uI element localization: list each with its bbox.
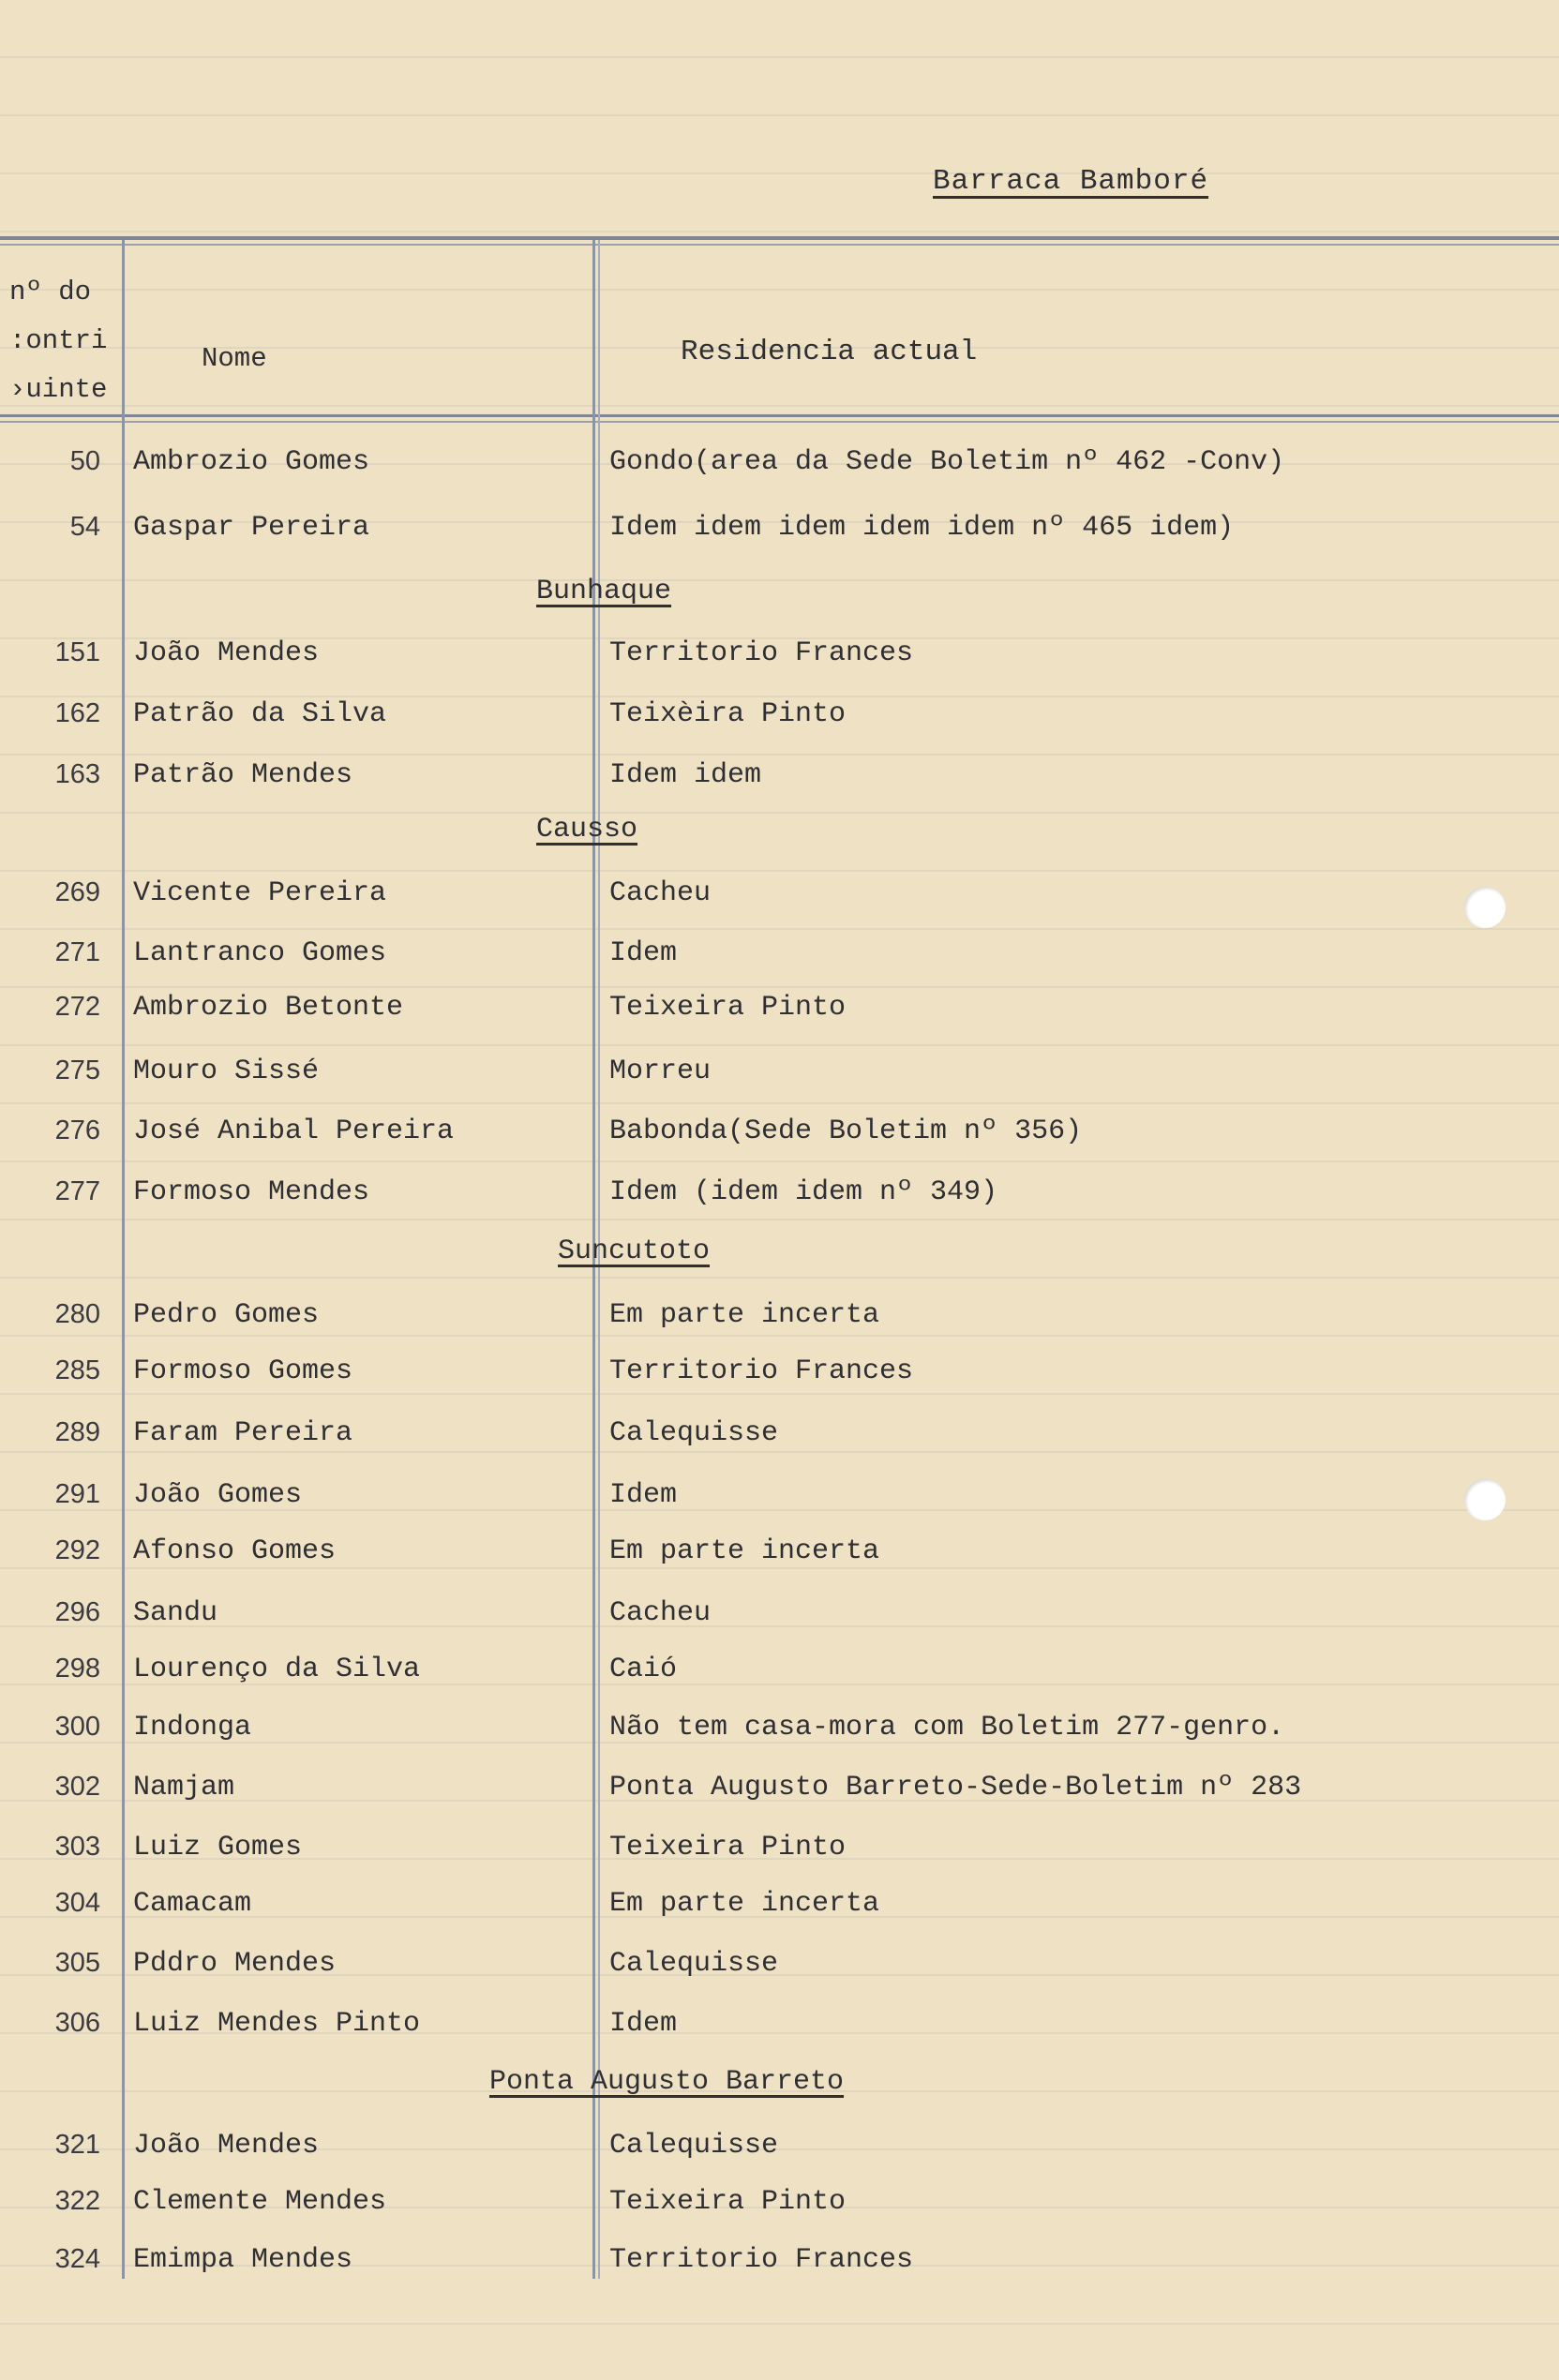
row-name: Luiz Gomes bbox=[133, 1832, 303, 1864]
row-name: Mouro Sissé bbox=[133, 1055, 320, 1087]
row-residence: Cacheu bbox=[609, 1597, 712, 1629]
row-name: Patrão da Silva bbox=[133, 698, 387, 730]
row-number: 275 bbox=[54, 1055, 100, 1085]
table-row bbox=[0, 1176, 1559, 1218]
row-name: Pedro Gomes bbox=[133, 1299, 320, 1331]
table-row bbox=[0, 2244, 1559, 2285]
row-name: Indonga bbox=[133, 1712, 252, 1744]
row-residence: Em parte incerta bbox=[609, 1888, 880, 1920]
table-row bbox=[0, 1654, 1559, 1695]
row-name: Camacam bbox=[133, 1888, 252, 1920]
row-name: Faram Pereira bbox=[133, 1417, 353, 1449]
row-residence: Gondo(area da Sede Boletim nº 462 -Conv) bbox=[609, 446, 1285, 478]
row-residence: Teixèira Pinto bbox=[609, 698, 847, 730]
row-number: 151 bbox=[54, 637, 100, 667]
section-heading: Causso bbox=[536, 814, 638, 846]
row-residence: Idem bbox=[609, 2008, 678, 2040]
row-name: Namjam bbox=[133, 1772, 235, 1804]
row-name: João Gomes bbox=[133, 1479, 303, 1511]
row-name: Formoso Gomes bbox=[133, 1355, 353, 1387]
row-residence: Idem idem idem idem idem nº 465 idem) bbox=[609, 512, 1235, 544]
table-row bbox=[0, 1888, 1559, 1929]
row-number: 269 bbox=[54, 877, 100, 907]
row-number: 162 bbox=[54, 698, 100, 728]
row-residence: Cacheu bbox=[609, 877, 712, 909]
table-row bbox=[0, 1832, 1559, 1873]
row-name: Afonso Gomes bbox=[133, 1535, 337, 1567]
punch-hole bbox=[1464, 1479, 1506, 1520]
row-number: 291 bbox=[54, 1479, 100, 1509]
table-row bbox=[0, 877, 1559, 919]
table-row bbox=[0, 512, 1559, 553]
row-name: Clemente Mendes bbox=[133, 2186, 387, 2218]
row-number: 305 bbox=[54, 1948, 100, 1978]
row-number: 303 bbox=[54, 1832, 100, 1862]
row-number: 289 bbox=[54, 1417, 100, 1447]
row-number: 300 bbox=[54, 1712, 100, 1742]
table-row bbox=[0, 1712, 1559, 1753]
row-residence: Calequisse bbox=[609, 1417, 779, 1449]
row-name: Emimpa Mendes bbox=[133, 2244, 353, 2276]
row-number: 296 bbox=[54, 1597, 100, 1627]
row-number: 302 bbox=[54, 1772, 100, 1802]
row-number: 322 bbox=[54, 2186, 100, 2216]
row-residence: Em parte incerta bbox=[609, 1535, 880, 1567]
section-heading: Ponta Augusto Barreto bbox=[489, 2066, 845, 2098]
row-number: 272 bbox=[54, 992, 100, 1022]
row-residence: Calequisse bbox=[609, 2130, 779, 2162]
row-residence: Teixeira Pinto bbox=[609, 1832, 847, 1864]
table-row bbox=[0, 937, 1559, 979]
page-title: Barraca Bamboré bbox=[933, 165, 1209, 198]
table-row bbox=[0, 698, 1559, 740]
column-header-residence: Residencia actual bbox=[681, 336, 978, 368]
row-residence: Teixeira Pinto bbox=[609, 2186, 847, 2218]
table-row bbox=[0, 1535, 1559, 1577]
table-row bbox=[0, 2130, 1559, 2171]
row-residence: Idem bbox=[609, 1479, 678, 1511]
section-heading: Bunhaque bbox=[536, 576, 672, 607]
table-row bbox=[0, 1948, 1559, 1989]
column-header-name: Nome bbox=[202, 343, 267, 374]
row-number: 298 bbox=[54, 1654, 100, 1684]
row-residence: Ponta Augusto Barreto-Sede-Boletim nº 283 bbox=[609, 1772, 1302, 1804]
row-name: Formoso Mendes bbox=[133, 1176, 370, 1208]
column-header-number: nº do :ontri ›uinte bbox=[9, 277, 108, 405]
row-number: 321 bbox=[54, 2130, 100, 2160]
row-number: 324 bbox=[54, 2244, 100, 2274]
row-number: 277 bbox=[54, 1176, 100, 1206]
row-residence: Idem idem bbox=[609, 759, 762, 791]
table-row bbox=[0, 637, 1559, 679]
row-name: José Anibal Pereira bbox=[133, 1115, 455, 1147]
row-name: João Mendes bbox=[133, 2130, 320, 2162]
row-name: Luiz Mendes Pinto bbox=[133, 2008, 421, 2040]
row-name: Vicente Pereira bbox=[133, 877, 387, 909]
table-row bbox=[0, 759, 1559, 801]
row-residence: Em parte incerta bbox=[609, 1299, 880, 1331]
table-row bbox=[0, 1479, 1559, 1520]
row-name: Ambrozio Betonte bbox=[133, 992, 404, 1024]
row-name: Lantranco Gomes bbox=[133, 937, 387, 969]
table-row bbox=[0, 2008, 1559, 2049]
row-number: 306 bbox=[54, 2008, 100, 2038]
row-name: Sandu bbox=[133, 1597, 218, 1629]
table-row bbox=[0, 2186, 1559, 2227]
row-residence: Territorio Frances bbox=[609, 1355, 914, 1387]
table-row bbox=[0, 1115, 1559, 1157]
row-number: 304 bbox=[54, 1888, 100, 1918]
row-residence: Idem bbox=[609, 937, 678, 969]
table-row bbox=[0, 446, 1559, 487]
row-name: Patrão Mendes bbox=[133, 759, 353, 791]
row-number: 280 bbox=[54, 1299, 100, 1329]
row-residence: Babonda(Sede Boletim nº 356) bbox=[609, 1115, 1083, 1147]
row-name: Lourenço da Silva bbox=[133, 1654, 421, 1685]
row-residence: Não tem casa-mora com Boletim 277-genro. bbox=[609, 1712, 1285, 1744]
punch-hole bbox=[1464, 887, 1506, 928]
table-row bbox=[0, 992, 1559, 1033]
row-number: 285 bbox=[54, 1355, 100, 1385]
table-row bbox=[0, 1355, 1559, 1397]
table-row bbox=[0, 1055, 1559, 1097]
table-row bbox=[0, 1772, 1559, 1813]
row-name: João Mendes bbox=[133, 637, 320, 669]
section-heading: Suncutoto bbox=[558, 1235, 711, 1267]
table-row bbox=[0, 1299, 1559, 1340]
row-number: 163 bbox=[54, 759, 100, 789]
row-residence: Territorio Frances bbox=[609, 2244, 914, 2276]
row-name: Ambrozio Gomes bbox=[133, 446, 370, 478]
row-number: 292 bbox=[54, 1535, 100, 1565]
row-number: 54 bbox=[69, 512, 100, 542]
row-residence: Idem (idem idem nº 349) bbox=[609, 1176, 998, 1208]
table-row bbox=[0, 1597, 1559, 1639]
row-residence: Territorio Frances bbox=[609, 637, 914, 669]
row-number: 271 bbox=[54, 937, 100, 967]
row-name: Pddro Mendes bbox=[133, 1948, 337, 1980]
row-residence: Teixeira Pinto bbox=[609, 992, 847, 1024]
row-number: 50 bbox=[69, 446, 100, 476]
row-residence: Caió bbox=[609, 1654, 678, 1685]
row-number: 276 bbox=[54, 1115, 100, 1145]
row-residence: Calequisse bbox=[609, 1948, 779, 1980]
row-residence: Morreu bbox=[609, 1055, 712, 1087]
table-row bbox=[0, 1417, 1559, 1459]
row-name: Gaspar Pereira bbox=[133, 512, 370, 544]
